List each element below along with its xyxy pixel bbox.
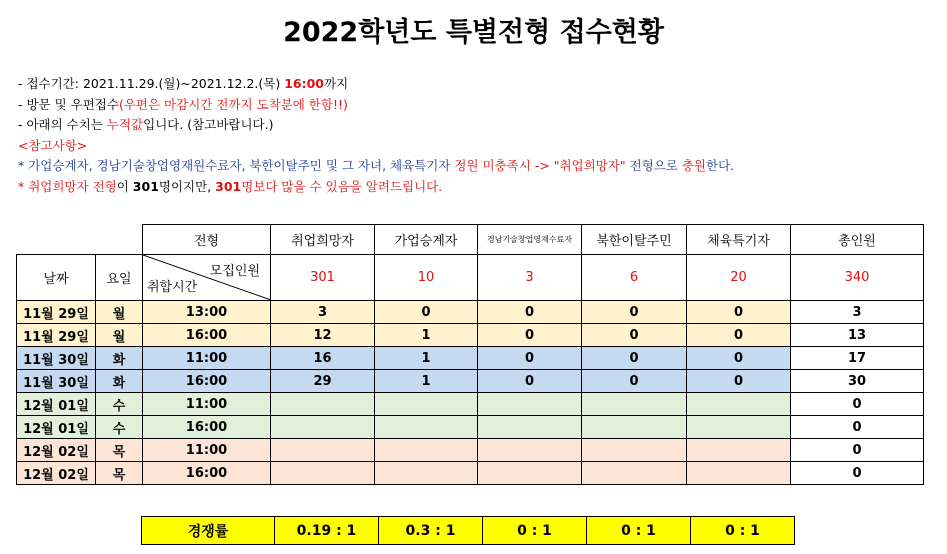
header-row-types: [17, 225, 924, 255]
date-cell: 11월 30일: [17, 370, 96, 393]
count-cell: [687, 462, 791, 485]
page-title: 2022학년도 특별전형 접수현황: [283, 17, 664, 48]
time-cell: 16:00: [143, 370, 271, 393]
time-cell: 11:00: [143, 347, 271, 370]
count-cell: [478, 462, 582, 485]
count-cell: 0: [687, 347, 791, 370]
count-cell: [271, 462, 375, 485]
count-cell: 1: [375, 347, 478, 370]
count-cell: [478, 393, 582, 416]
table-row: [17, 416, 924, 439]
count-cell: [582, 416, 687, 439]
date-cell: 12월 01일: [17, 416, 96, 439]
time-cell: 16:00: [143, 324, 271, 347]
quota-cell: 301: [271, 255, 375, 301]
count-cell: [271, 393, 375, 416]
competition-ratio: 0 : 1: [483, 517, 587, 545]
count-cell: [271, 416, 375, 439]
header-type: 취업희망자: [271, 225, 375, 255]
competition-label: 경쟁률: [142, 517, 275, 545]
count-cell: 3: [791, 301, 924, 324]
competition-ratio: 0 : 1: [691, 517, 795, 545]
table-row: [17, 370, 924, 393]
count-cell: [478, 416, 582, 439]
table-row: [17, 324, 924, 347]
header-type: 경남기술창업영재수료자: [478, 225, 582, 255]
header-type: 북한이탈주민: [582, 225, 687, 255]
count-cell: 0: [791, 416, 924, 439]
header-type: 가업승계자: [375, 225, 478, 255]
count-cell: 0: [582, 301, 687, 324]
count-cell: [271, 439, 375, 462]
count-cell: 0: [687, 370, 791, 393]
date-cell: 11월 29일: [17, 301, 96, 324]
count-cell: 0: [478, 370, 582, 393]
count-cell: [687, 439, 791, 462]
note-reference-heading: <참고사항>: [18, 137, 88, 153]
date-cell: 12월 02일: [17, 462, 96, 485]
count-cell: 16: [271, 347, 375, 370]
note-quota: * 취업희망자 전형이 301명이지만, 301명보다 많을 수 있음을 알려드립니다.: [18, 178, 443, 194]
note-fill-policy: * 가업승계자, 경남기술창업영재원수료자, 북한이탈주민 및 그 자녀, 체육특기자 정원 미충족시 -> "취업희망자" 전형으로 충원한다.: [18, 158, 735, 173]
count-cell: 0: [375, 301, 478, 324]
time-cell: 13:00: [143, 301, 271, 324]
quota-cell: 6: [582, 255, 687, 301]
time-cell: 11:00: [143, 393, 271, 416]
note-period: - 접수기간: 2021.11.29.(월)~2021.12.2.(목) 16:00까지: [18, 76, 349, 91]
count-cell: 0: [687, 324, 791, 347]
date-cell: 12월 02일: [17, 439, 96, 462]
day-cell: 수: [96, 416, 143, 439]
count-cell: [582, 393, 687, 416]
day-cell: 월: [96, 301, 143, 324]
count-cell: [375, 439, 478, 462]
date-cell: 12월 01일: [17, 393, 96, 416]
day-cell: 화: [96, 347, 143, 370]
count-cell: 12: [271, 324, 375, 347]
competition-ratio: 0 : 1: [587, 517, 691, 545]
count-cell: [375, 393, 478, 416]
status-table: [16, 224, 924, 485]
quota-label: 모집인원: [209, 264, 260, 279]
count-cell: 3: [271, 301, 375, 324]
date-cell: 11월 29일: [17, 324, 96, 347]
competition-row: [142, 517, 795, 545]
competition-ratio: 0.3 : 1: [379, 517, 483, 545]
count-cell: [582, 439, 687, 462]
count-cell: 1: [375, 370, 478, 393]
competition-ratio-table: [141, 516, 795, 545]
count-cell: [687, 416, 791, 439]
count-cell: 0: [687, 301, 791, 324]
time-cell: 11:00: [143, 439, 271, 462]
count-cell: 29: [271, 370, 375, 393]
count-cell: 0: [478, 324, 582, 347]
count-cell: 17: [791, 347, 924, 370]
count-cell: 0: [478, 347, 582, 370]
table-row: [17, 393, 924, 416]
day-cell: 화: [96, 370, 143, 393]
quota-cell: 20: [687, 255, 791, 301]
count-cell: 0: [791, 439, 924, 462]
table-row: [17, 439, 924, 462]
count-cell: 0: [582, 347, 687, 370]
header-type-label: 전형: [143, 225, 271, 255]
note-cumulative: - 아래의 수치는 누적값입니다. (참고바랍니다.): [18, 117, 274, 132]
count-cell: [375, 416, 478, 439]
quota-cell: 10: [375, 255, 478, 301]
time-cell: 16:00: [143, 416, 271, 439]
table-row: [17, 347, 924, 370]
header-diagonal-cell: [143, 255, 271, 301]
header-date: 날짜: [17, 255, 96, 301]
count-cell: 0: [582, 370, 687, 393]
count-cell: 0: [791, 462, 924, 485]
table-row: [17, 301, 924, 324]
collection-time-label: 취합시간: [147, 280, 198, 295]
header-row-quota: [17, 255, 924, 301]
count-cell: 0: [478, 301, 582, 324]
quota-cell: 340: [791, 255, 924, 301]
count-cell: [687, 393, 791, 416]
quota-cell: 3: [478, 255, 582, 301]
day-cell: 월: [96, 324, 143, 347]
count-cell: 0: [582, 324, 687, 347]
header-type: 총인원: [791, 225, 924, 255]
day-cell: 수: [96, 393, 143, 416]
time-cell: 16:00: [143, 462, 271, 485]
table-row: [17, 462, 924, 485]
count-cell: [375, 462, 478, 485]
competition-ratio: 0.19 : 1: [275, 517, 379, 545]
header-day: 요일: [96, 255, 143, 301]
count-cell: 1: [375, 324, 478, 347]
count-cell: 30: [791, 370, 924, 393]
date-cell: 11월 30일: [17, 347, 96, 370]
notes: [18, 74, 734, 197]
day-cell: 목: [96, 439, 143, 462]
count-cell: 0: [791, 393, 924, 416]
header-type: 체육특기자: [687, 225, 791, 255]
note-submission: - 방문 및 우편접수(우편은 마감시간 전까지 도착분에 한함!!): [18, 96, 348, 112]
count-cell: 13: [791, 324, 924, 347]
day-cell: 목: [96, 462, 143, 485]
count-cell: [478, 439, 582, 462]
count-cell: [582, 462, 687, 485]
